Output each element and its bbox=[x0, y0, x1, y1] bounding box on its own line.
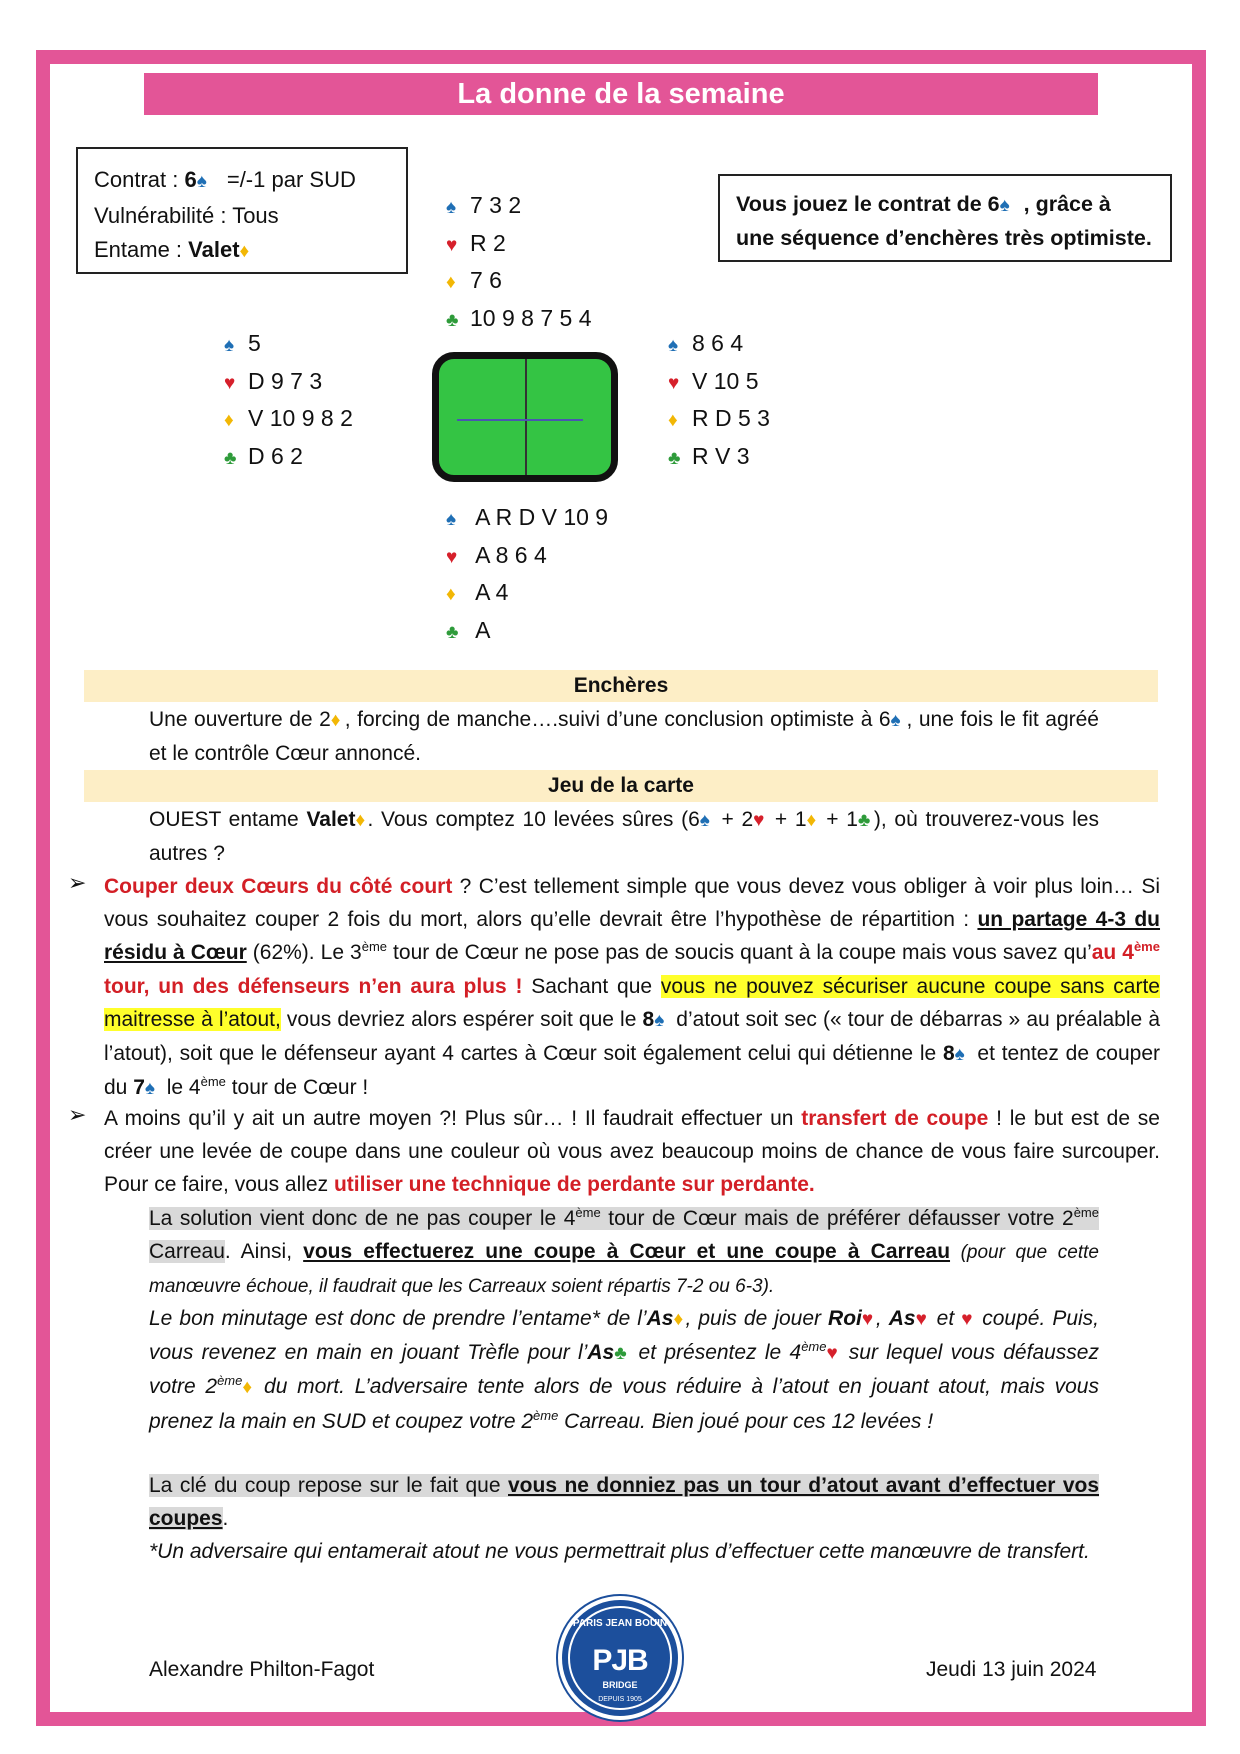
diamond-icon: ♦ bbox=[446, 272, 456, 293]
east-hearts: V 10 5 bbox=[692, 367, 759, 394]
heart-icon: ♥ bbox=[826, 1343, 838, 1365]
diamond-icon: ♦ bbox=[668, 410, 678, 431]
timing-paragraph: Le bon minutage est donc de prendre l’entame* de l’As♦ , puis de jouer Roi♥ , As♥ et ♥ coupé. Puis, vous revenez en main en jouant Trèfle pour l’As♣ et présentez le 4ème♥ sur lequel vous défaussez votre 2ème♦ du mort. L’adversaire tente alors de vous réduire à l’atout en jouant atout, mais vous prenez la main en SUD et coupez votre 2ème Carreau. Bien joué pour ces 12 levées ! bbox=[149, 1302, 1099, 1438]
heart-icon: ♥ bbox=[861, 1309, 874, 1330]
heart-icon: ♥ bbox=[668, 372, 680, 394]
north-hearts: R 2 bbox=[470, 229, 506, 256]
table-divider-horizontal bbox=[457, 419, 583, 421]
heart-icon: ♥ bbox=[446, 546, 458, 568]
heart-icon: ♥ bbox=[915, 1309, 927, 1330]
spade-icon: ♠ bbox=[654, 1009, 665, 1031]
east-clubs: R V 3 bbox=[692, 442, 750, 469]
vulnerability: Vulnérabilité : Tous bbox=[94, 203, 279, 228]
west-spades: 5 bbox=[248, 330, 261, 356]
diamond-icon: ♦ bbox=[239, 241, 250, 262]
section-jeu: Jeu de la carte bbox=[84, 770, 1158, 802]
heart-icon: ♥ bbox=[446, 234, 458, 256]
south-spades: A R D V 10 9 bbox=[475, 504, 609, 530]
key-paragraph: La clé du coup repose sur le fait que vous ne donniez pas un tour d’atout avant d’effectuer vos coupes. bbox=[149, 1474, 1100, 1531]
south-diamonds: A 4 bbox=[475, 579, 509, 605]
solution-paragraph: La solution vient donc de ne pas couper le 4ème tour de Cœur mais de préférer défausser votre 2ème Carreau. Ainsi, vous effectuerez une coupe à Cœur et une coupe à Carreau (pour que cette manœuvre échoue, il faudrait que les Carreaux soient répartis 7-2 ou 6-3). bbox=[149, 1205, 1099, 1298]
club-logo: PARIS JEAN BOUIN PJB BRIDGE DEPUIS 1905 bbox=[558, 1596, 682, 1720]
east-diamonds: R D 5 3 bbox=[692, 405, 770, 431]
diamond-icon: ♦ bbox=[673, 1309, 684, 1330]
spade-icon: ♠ bbox=[699, 810, 710, 831]
club-icon: ♣ bbox=[614, 1343, 627, 1365]
club-icon: ♣ bbox=[857, 810, 871, 831]
lead-label: Entame : bbox=[94, 237, 189, 262]
bullet-paragraph-2: A moins qu’il y ait un autre moyen ?! Plus sûr… ! Il faudrait effectuer un transfert de coupe ! le but est de se créer une levée de coupe dans une couleur où vous avez beaucoup moins de chance de vous faire surcouper. Pour ce faire, vous allez utiliser une technique de perdante sur perdante. bbox=[104, 1107, 1160, 1197]
spade-icon: ♠ bbox=[446, 509, 457, 530]
north-clubs: 10 9 8 7 5 4 bbox=[470, 304, 592, 331]
heart-icon: ♥ bbox=[224, 372, 236, 394]
spade-icon: ♠ bbox=[954, 1044, 965, 1066]
note-box bbox=[718, 174, 1172, 262]
footnote: *Un adversaire qui entamerait atout ne vous permettrait plus d’effectuer cette manœuvre de transfert. bbox=[149, 1540, 1090, 1563]
spade-icon: ♠ bbox=[999, 195, 1010, 216]
east-spades: 8 6 4 bbox=[692, 330, 744, 356]
diamond-icon: ♦ bbox=[355, 810, 366, 831]
south-hearts: A 8 6 4 bbox=[475, 541, 547, 568]
club-icon: ♣ bbox=[224, 447, 237, 469]
hand-west bbox=[224, 326, 353, 476]
note-text: Vous jouez le contrat de 6 bbox=[736, 192, 1000, 216]
encheres-paragraph: Une ouverture de 2♦ , forcing de manche….suivi d’une conclusion optimiste à 6♠ , une fois le fit agréé et le contrôle Cœur annoncé. bbox=[149, 703, 1099, 770]
spade-icon: ♠ bbox=[446, 197, 457, 218]
page-title: La donne de la semaine bbox=[144, 73, 1098, 115]
club-icon: ♣ bbox=[446, 309, 459, 331]
club-icon: ♣ bbox=[668, 447, 681, 469]
hand-north bbox=[446, 188, 592, 338]
contract-result: =/-1 par SUD bbox=[220, 167, 356, 192]
hand-south bbox=[446, 500, 608, 650]
spade-icon: ♠ bbox=[144, 1078, 155, 1100]
contract-box bbox=[76, 147, 408, 274]
heart-icon: ♥ bbox=[961, 1309, 973, 1330]
lead-card: Valet bbox=[188, 237, 240, 262]
south-clubs: A bbox=[475, 616, 491, 643]
spade-icon: ♠ bbox=[196, 171, 207, 192]
diamond-icon: ♦ bbox=[242, 1377, 253, 1399]
contract-label: Contrat : bbox=[94, 167, 185, 192]
bullet-arrow-icon: ➢ bbox=[68, 870, 87, 895]
spade-icon: ♠ bbox=[668, 335, 679, 356]
section-encheres: Enchères bbox=[84, 670, 1158, 702]
note-text-2: , grâce à une séquence d’enchères très optimiste. bbox=[736, 192, 1152, 250]
bullet-paragraph-1: Couper deux Cœurs du côté court ? C’est tellement simple que vous devez vous obliger à voir plus loin… Si vous souhaitez couper 2 fois du mort, alors qu’elle devrait être l’hypothèse de répartition : un partage 4-3 du résidu à Cœur (62%). Le 3ème tour de Cœur ne pose pas de soucis quant à la coupe mais vous savez qu’au 4ème tour, un des défenseurs n’en aura plus ! Sachant que vous ne pouvez sécuriser aucune coupe sans carte maitresse à l’atout, vous devriez alors espérer soit que le 8♠ d’atout soit sec (« tour de débarras » au préalable à l’atout), soit que le défenseur ayant 4 cartes à Cœur soit également celui qui détienne le 8♠ et tentez de couper du 7♠ le 4ème tour de Cœur ! bbox=[104, 870, 1160, 1105]
west-diamonds: V 10 9 8 2 bbox=[248, 405, 353, 431]
club-icon: ♣ bbox=[446, 621, 459, 643]
author: Alexandre Philton-Fagot bbox=[149, 1658, 375, 1681]
jeu-paragraph: OUEST entame Valet♦ . Vous comptez 10 levées sûres (6♠ + 2♥ + 1♦ + 1♣ ), où trouverez-vous les autres ? bbox=[149, 803, 1099, 870]
table-divider-vertical bbox=[525, 359, 527, 475]
north-spades: 7 3 2 bbox=[470, 192, 522, 218]
west-hearts: D 9 7 3 bbox=[248, 367, 323, 394]
heart-icon: ♥ bbox=[753, 810, 765, 831]
diamond-icon: ♦ bbox=[330, 710, 341, 731]
contract-level: 6 bbox=[184, 167, 197, 192]
spade-icon: ♠ bbox=[224, 335, 235, 356]
bullet-arrow-icon: ➢ bbox=[68, 1102, 87, 1127]
spade-icon: ♠ bbox=[890, 710, 901, 731]
bridge-table bbox=[432, 352, 618, 482]
diamond-icon: ♦ bbox=[224, 410, 234, 431]
date: Jeudi 13 juin 2024 bbox=[926, 1658, 1097, 1681]
diamond-icon: ♦ bbox=[446, 584, 456, 605]
west-clubs: D 6 2 bbox=[248, 442, 303, 469]
diamond-icon: ♦ bbox=[806, 810, 817, 831]
north-diamonds: 7 6 bbox=[470, 267, 502, 293]
hand-east bbox=[668, 326, 770, 476]
